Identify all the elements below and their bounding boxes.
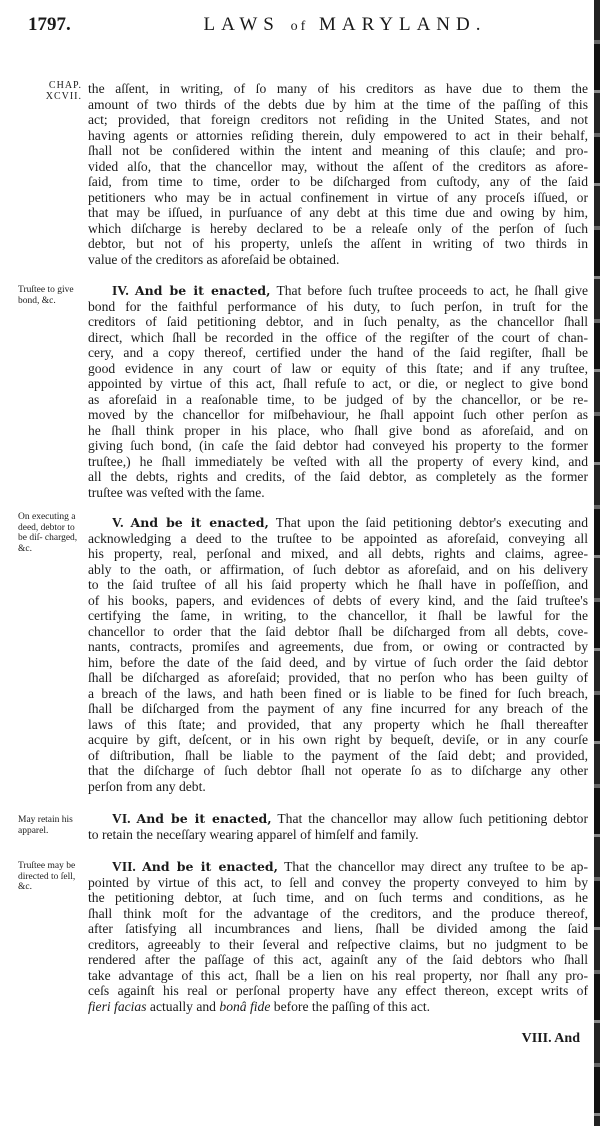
- section-number: IV.: [112, 283, 129, 298]
- text-line: [88, 999, 588, 1015]
- line-text: vided alſo, that the chancellor may, without the aſſent of the creditors as afore-: [88, 158, 588, 174]
- text-line: [88, 143, 588, 159]
- scan-border: [594, 0, 600, 1126]
- text-line: [88, 875, 588, 891]
- text-line: [88, 345, 588, 361]
- line-text: a breach of the laws, and hath been fined or is liable to be fined for ſuch breach,: [88, 685, 588, 701]
- line-text: of diſtribution, ſhall be liable to the payment of the ſaid debt; and provided,: [88, 747, 588, 763]
- text-line: [88, 469, 588, 485]
- line-text: to the ſaid truſtee of all his ſaid property which he ſhall have in poſſeſſion, and: [88, 577, 588, 592]
- text-line: [88, 531, 588, 547]
- line-text: the aſſent, in writing, of ſo many of his creditors as have due to them the: [88, 81, 588, 96]
- line-text: ſaid, from time to time, order to be diſcharged from cuſtody, any of the ſaid: [88, 174, 588, 189]
- line-text: amount of two thirds of the debts due by him at the time of the paſſing of this: [88, 96, 588, 112]
- text-line: [88, 314, 588, 330]
- title-laws: LAWS: [203, 14, 280, 35]
- line-text: to retain the neceſſary wearing apparel of himſelf and family.: [88, 826, 419, 842]
- text-line: [88, 763, 588, 779]
- text-line: [88, 159, 588, 175]
- line-text: That the chancellor may allow ſuch petitioning debtor: [277, 811, 589, 826]
- text-line: [88, 937, 588, 953]
- text-line: [88, 454, 588, 470]
- line-text: direct, which ſhall be recorded in the office of the regiſter of the court of chan-: [88, 329, 588, 345]
- line-text: That upon the ſaid petitioning debtor's executing and: [275, 515, 588, 530]
- text-line: [88, 81, 588, 97]
- text-line: [88, 546, 588, 562]
- line-text: ceſs againſt his real or perſonal property have any effect thereon, except writs of: [88, 983, 588, 998]
- text-line: [88, 236, 588, 252]
- text-line: [88, 97, 588, 113]
- section-vii: [88, 859, 588, 1014]
- chapter-word: CHAP.: [48, 80, 82, 91]
- line-text: debtor, but not of his property, unleſs the aſſent in writing of two thirds in: [88, 236, 588, 251]
- text-line: [88, 174, 588, 190]
- line-text: That before ſuch truſtee proceeds to act, he ſhall give: [276, 283, 589, 298]
- text-line: [88, 515, 588, 531]
- text-line: [88, 952, 588, 968]
- text-line: [88, 562, 588, 578]
- text-line: [88, 639, 588, 655]
- margin-note: Truſtee may be directed to ſell, &c.: [18, 861, 76, 892]
- line-text: chancellor to order that the ſaid debtor ſhall be diſcharged from all debts, cove-: [88, 623, 588, 639]
- text-line: [88, 330, 588, 346]
- text-line: [88, 438, 588, 454]
- section-continued: [88, 81, 588, 267]
- text-line: [88, 859, 588, 875]
- text-line: [88, 299, 588, 315]
- chapter-number: XCVII.: [45, 91, 82, 102]
- line-text: truſtee was veſted with the ſame.: [88, 484, 265, 500]
- line-text: moved by the chancellor for miſbehaviour, he ſhall appoint ſuch other perſon as: [88, 407, 588, 422]
- line-text: all the debts, rights and credits, of the ſaid debtor, as completely as the former: [88, 469, 588, 484]
- line-text: that the diſcharge of ſuch debtor ſhall not operate ſo as to diſcharge any other: [88, 763, 588, 778]
- line-text: ſhall not be conſidered within the intent and meaning of this clauſe; and pro-: [88, 143, 588, 158]
- title-maryland: MARYLAND.: [319, 14, 487, 35]
- text-line: [88, 655, 588, 671]
- text-line: [88, 827, 588, 843]
- text-line: [88, 906, 588, 922]
- text-line: [88, 732, 588, 748]
- enacting-clause: And be it enacted,: [130, 515, 269, 530]
- line-text: actually and: [146, 998, 220, 1014]
- line-text: rendered after the paſſage of this act, againſt any of the ſaid debtors who ſhall: [88, 952, 588, 967]
- chapter-label: [30, 80, 82, 102]
- text-line: [88, 701, 588, 717]
- text-line: [88, 252, 588, 268]
- line-text: his property, real, perſonal and mixed, and all debts, rights and claims, agree-: [88, 546, 588, 561]
- line-text: of his books, papers, and evidences of debts of every kind, and the ſaid truſtee's: [88, 592, 588, 608]
- line-text: take advantage of this act, ſhall be a lien on his real property, nor ſhall any pro-: [88, 967, 588, 983]
- section-v: [88, 515, 588, 794]
- catchword: VIII. And: [521, 1031, 580, 1046]
- line-text: truſtee,) he ſhall immediately be veſted with all the property of every kind, and: [88, 453, 588, 469]
- title-of: of: [290, 19, 309, 34]
- margin-note: Truſtee to give bond, &c.: [18, 285, 74, 306]
- text-line: [88, 112, 588, 128]
- section-number: VI.: [112, 811, 131, 826]
- line-text: creditors of ſaid petitioning debtor, and in ſuch penalty, as the chancellor ſhall: [88, 314, 588, 329]
- section-number: VII.: [112, 859, 136, 874]
- text-line: [88, 921, 588, 937]
- line-text: good evidence in any court of law or equity of this ſtate; and if any truſtee,: [88, 360, 588, 376]
- line-text: value of the creditors as aforeſaid be obtained.: [88, 251, 340, 267]
- text-line: [88, 423, 588, 439]
- line-text: ably to the oath, or affirmation, of ſuch debtor as aforeſaid, and on his delivery: [88, 561, 588, 577]
- text-line: [88, 811, 588, 827]
- line-text: before the paſſing of this act.: [270, 998, 431, 1014]
- margin-note: On executing a deed, debtor to be diſ- charged, &c.: [18, 512, 78, 554]
- line-text: having agents or attornies reſiding therein, duly empowered to act in their behalf,: [88, 127, 588, 143]
- line-text: ſhall be diſcharged as aforeſaid; provided, that no perſon who has been guilty of: [88, 670, 588, 685]
- text-line: [88, 686, 588, 702]
- line-text: That the chancellor may direct any truſtee to be ap-: [284, 859, 589, 874]
- line-text: appointed by virtue of this act, ſhall refuſe to act, or die, or neglect to give bond: [88, 376, 588, 391]
- text-line: [88, 190, 588, 206]
- line-text: giving ſuch bond, (in caſe the ſaid debtor had conveyed his property to the former: [88, 438, 588, 453]
- line-text: that may be iſſued, in purſuance of any debt at this time due and owing by him,: [88, 205, 588, 220]
- line-text: nants, contracts, promiſes and agreements, due from, or owing or contracted by: [88, 639, 588, 654]
- text-line: [88, 890, 588, 906]
- line-text: the petitioning debtor, at ſuch time, and on ſuch terms and conditions, as he: [88, 890, 588, 905]
- line-text: laws of this ſtate; and provided, that any property which he ſhall thereafter: [88, 716, 588, 732]
- line-text: cery, and a copy thereof, certified under the hand of the ſaid regiſter, ſhall be: [88, 345, 588, 360]
- line-text: petitioners who may be in actual confinement in virtue of any proceſs iſſued, or: [88, 189, 588, 205]
- text-line: [88, 593, 588, 609]
- enacting-clause: And be it enacted,: [136, 811, 272, 826]
- text-line: [88, 748, 588, 764]
- enacting-clause: And be it enacted,: [142, 859, 279, 874]
- running-title: [150, 14, 540, 36]
- margin-note: May retain his apparel.: [18, 815, 73, 836]
- text-line: [88, 485, 588, 501]
- line-text: pointed by virtue of this act, to ſell and convey the property conveyed to him by: [88, 874, 588, 890]
- text-line: [88, 624, 588, 640]
- text-line: [88, 205, 588, 221]
- line-text: he ſhall think proper in his place, who ſhall give bond as aforeſaid, and on: [88, 422, 588, 438]
- text-line: [88, 608, 588, 624]
- section-vi: [88, 811, 588, 842]
- line-text: ſhall be diſcharged from the payment of any fine incurred for any breach of the: [88, 701, 588, 716]
- line-text: as aforeſaid in a reaſonable time, to be judged of by the chancellor, or be re-: [88, 391, 588, 407]
- year: 1797.: [28, 14, 71, 35]
- text-line: [88, 221, 588, 237]
- line-text: creditors, agreeably to their ſeveral and reſpective claims, but no judgment to be: [88, 936, 588, 952]
- line-text: bond for the faithful performance of his duty, to ſuch perſon, in truſt for the: [88, 298, 588, 314]
- line-text: him, before the date of the ſaid deed, and by virtue of ſuch order the ſaid debtor: [88, 654, 588, 670]
- line-text: which diſcharge is hereby declared to be a releaſe only of the perſon of ſuch: [88, 220, 588, 236]
- line-text: act; provided, that foreign creditors not reſiding in the United States, and not: [88, 112, 588, 127]
- section-number: V.: [112, 515, 124, 530]
- text-line: [88, 968, 588, 984]
- text-line: [88, 779, 588, 795]
- text-line: [88, 392, 588, 408]
- text-line: [88, 717, 588, 733]
- text-line: [88, 361, 588, 377]
- line-text: certifying the ſame, in writing, to the chancellor, it ſhall be lawful for the: [88, 608, 588, 623]
- text-line: [88, 376, 588, 392]
- text-line: [88, 283, 588, 299]
- line-text: acquire by gift, deſcent, or in his own right by bequeſt, deviſe, or in any courſe: [88, 732, 588, 747]
- italic-term: bonâ fide: [219, 998, 271, 1014]
- text-line: [88, 670, 588, 686]
- text-line: [88, 983, 588, 999]
- section-iv: [88, 283, 588, 500]
- line-text: ſhall think moſt for the advantage of the creditors, and the produce thereof,: [88, 905, 588, 921]
- text-line: [88, 407, 588, 423]
- text-line: [88, 577, 588, 593]
- line-text: acknowledging a deed to the truſtee to be appointed as aforeſaid, conveying all: [88, 530, 588, 546]
- line-text: perſon from any debt.: [88, 778, 206, 794]
- text-line: [88, 128, 588, 144]
- enacting-clause: And be it enacted,: [134, 283, 271, 298]
- italic-term: fieri facias: [88, 998, 147, 1014]
- line-text: after ſatisfying all incumbrances and liens, ſhall be divided among the ſaid: [88, 921, 588, 936]
